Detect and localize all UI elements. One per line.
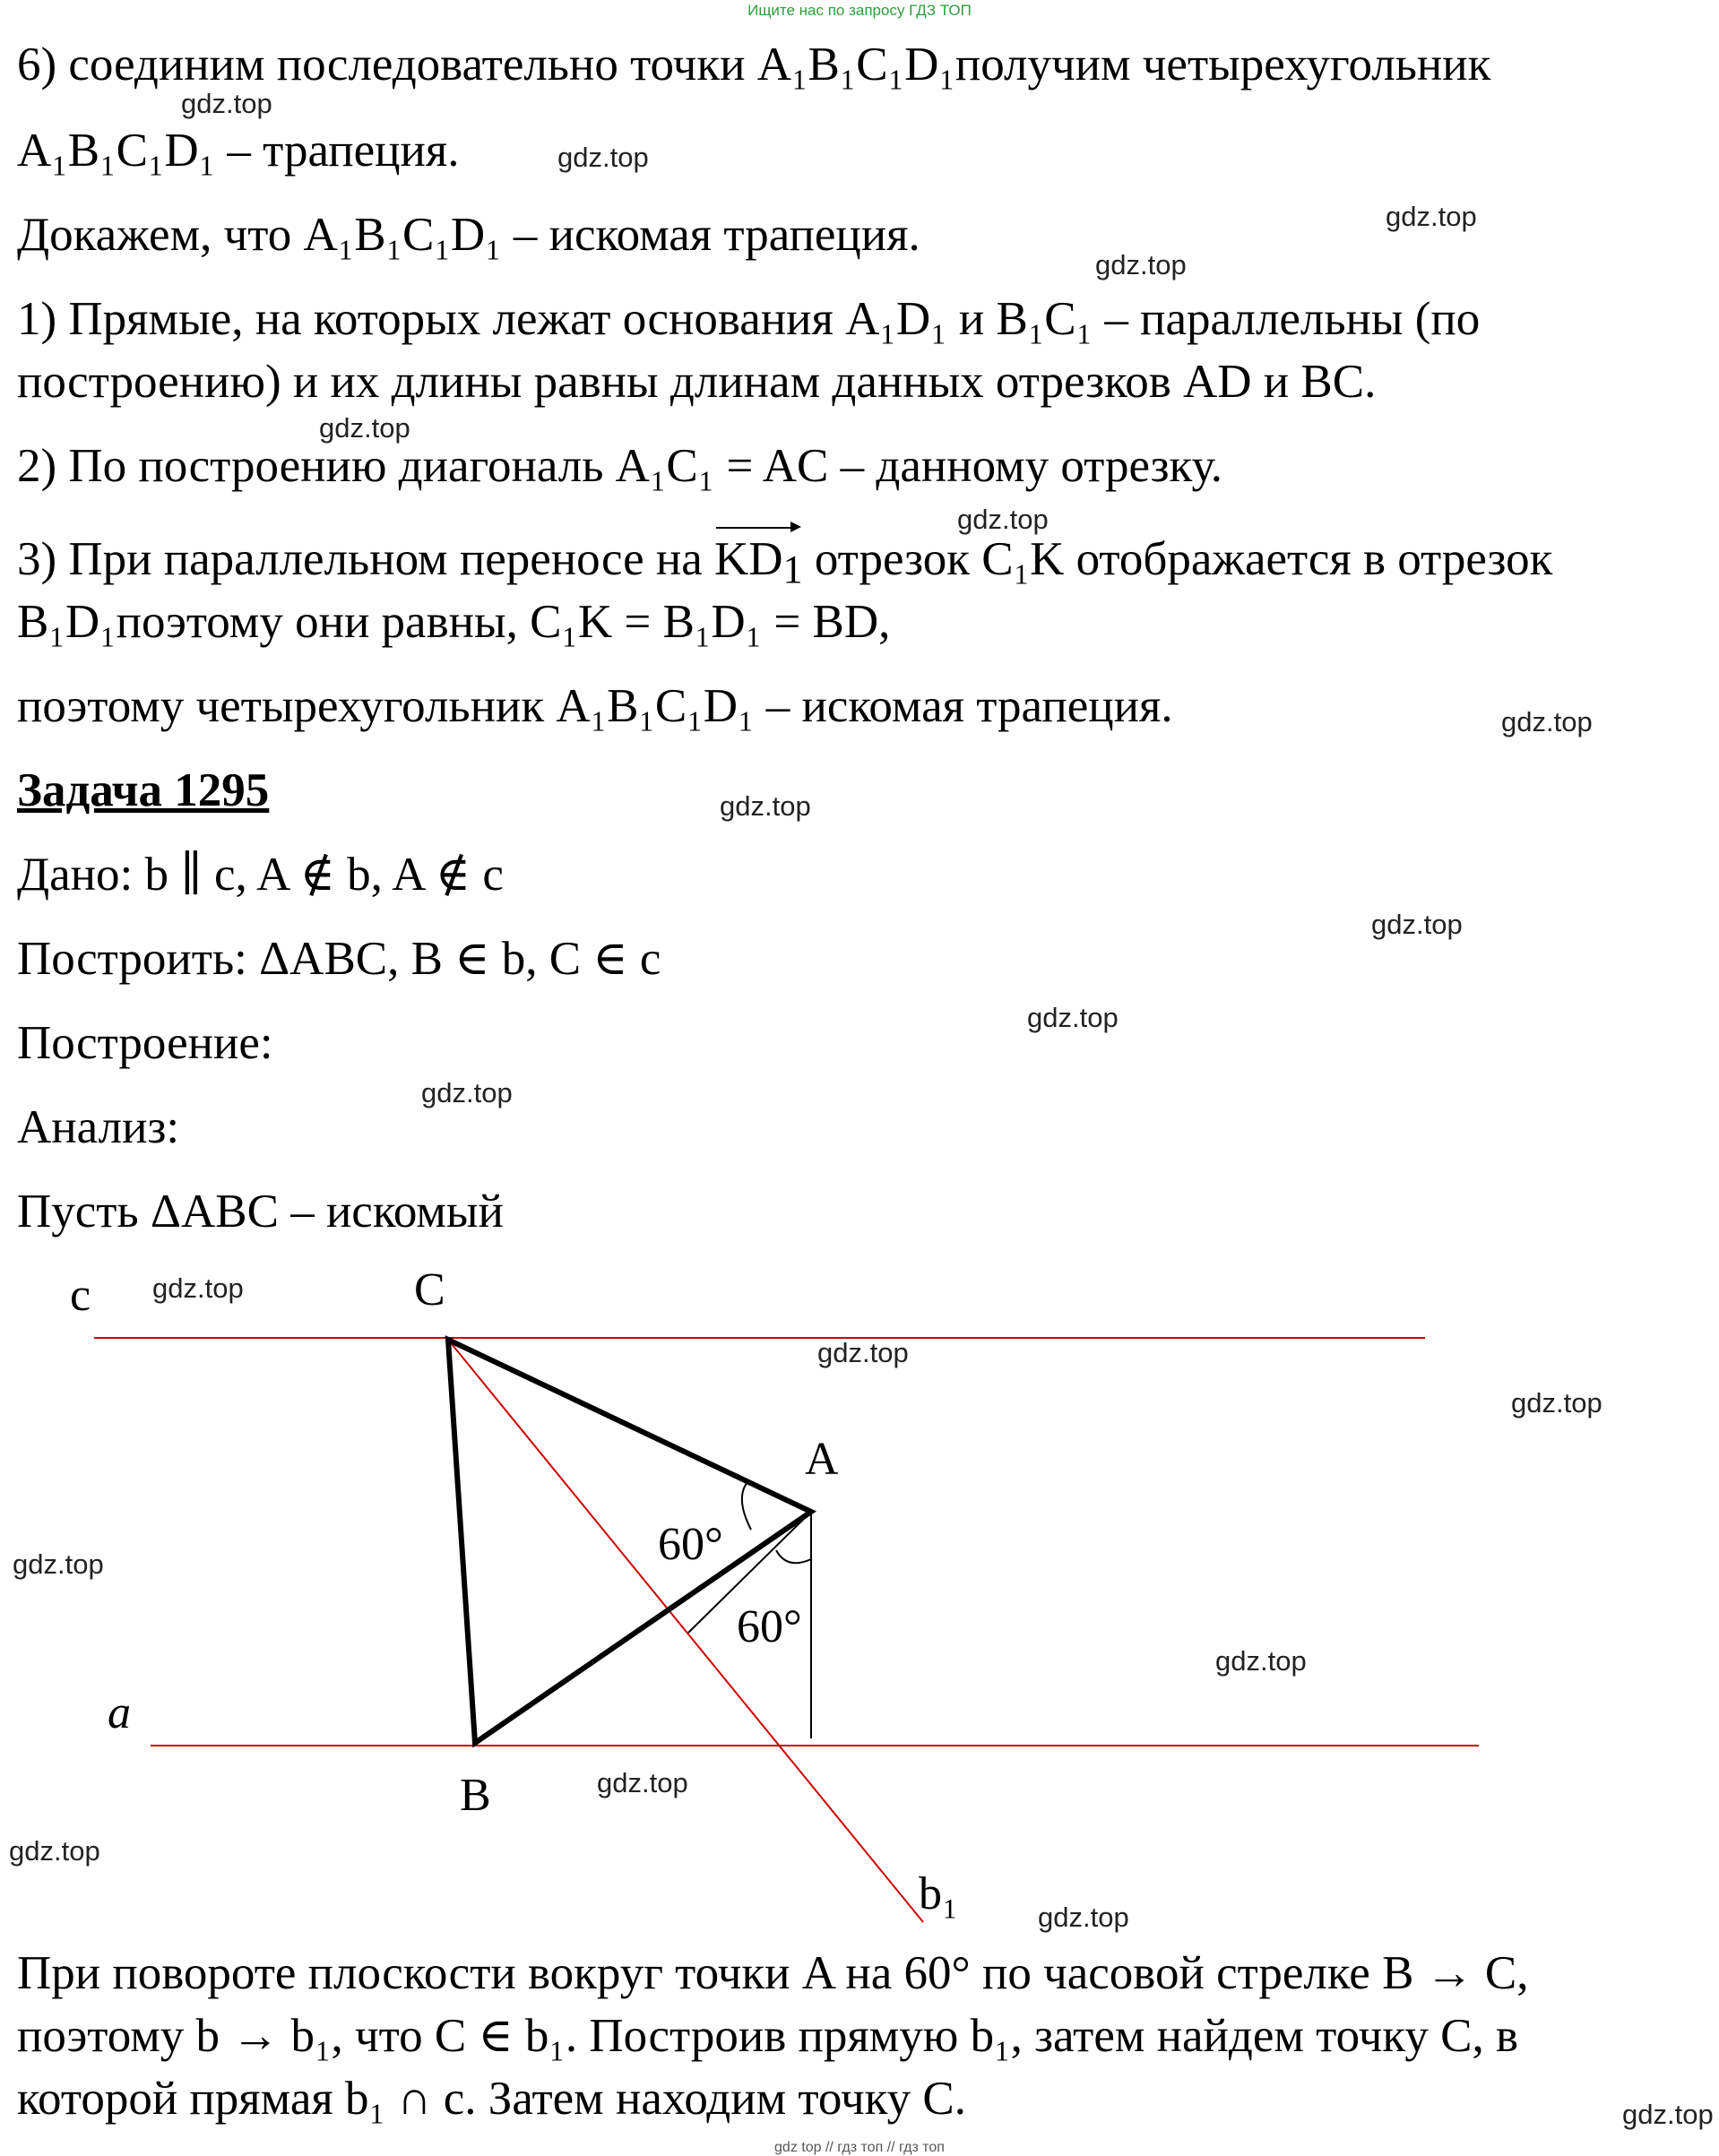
text-line-6: 2) По построению диагональ A₁C₁ = AC – данному отрезку. [17,440,1223,492]
vector-kd1 [714,533,803,591]
label-c: c [70,1270,91,1321]
construction-heading: Построение: [17,1017,273,1069]
angle-arc-2 [776,1550,811,1563]
label-B: B [460,1770,491,1821]
triangle-abc [448,1340,811,1743]
text-line-7-start: 3) При параллельном переносе на [17,533,703,585]
label-A: A [805,1434,839,1485]
label-angle-2: 60° [737,1601,802,1652]
watermark: gdz.top [957,504,1049,535]
text-line-1: 6) соединим последовательно точки A₁B₁C₁D₁получим четырехугольник [17,39,1491,91]
vector-letters: KD [714,533,783,585]
watermark: gdz.top [152,1272,244,1304]
watermark: gdz.top [421,1077,513,1108]
watermark: gdz.top [720,790,811,822]
vector-subscript: 1 [782,547,803,591]
watermark: gdz.top [13,1548,104,1580]
angle-arc-1 [742,1482,751,1530]
text-line-2: A₁B₁C₁D₁ – трапеция. [17,125,460,177]
watermark: gdz.top [9,1835,100,1867]
watermark: gdz.top [1038,1902,1129,1933]
explanation-line-3: которой прямая b₁ ∩ c. Затем находим точку C. [17,2073,967,2125]
watermark: gdz.top [557,142,649,173]
watermark: gdz.top [1371,909,1463,940]
watermark: gdz.top [1095,249,1187,280]
label-C: C [414,1264,445,1315]
label-angle-1: 60° [658,1519,723,1570]
footer-links[interactable]: gdz top // гдз топ // гдз топ [774,2140,945,2155]
watermark: gdz.top [319,412,410,444]
text-line-5: построению) и их длины равны длинам данных отрезков AD и BC. [17,356,1377,408]
watermark: gdz.top [181,88,272,119]
watermark: gdz.top [1027,1002,1119,1033]
text-line-7 [17,533,1553,591]
construct-line: Построить: ΔABC, B ∈ b, C ∈ c [17,933,661,985]
text-line-3: Докажем, что A₁B₁C₁D₁ – искомая трапеция. [17,209,920,261]
line-b1 [448,1337,923,1922]
text-line-8: B₁D₁поэтому они равны, C₁K = B₁D₁ = BD, [17,596,891,648]
given-line: Дано: b ∥ c, A ∉ b, A ∉ c [17,849,504,901]
label-b1: b₁ [919,1868,959,1919]
task-heading: Задача 1295 [17,764,270,816]
text-line-4: 1) Прямые, на которых лежат основания A₁D₁ и B₁C₁ – параллельны (по [17,293,1481,345]
explanation-line-1: При повороте плоскости вокруг точки A на 60° по часовой стрелке B → C, [17,1947,1529,1999]
watermark: gdz.top [1215,1645,1307,1677]
watermark: gdz.top [817,1337,909,1368]
text-line-9: поэтому четырехугольник A₁B₁C₁D₁ – искомая трапеция. [17,680,1173,732]
watermark: gdz.top [1501,706,1593,737]
watermark: gdz.top [597,1767,688,1798]
label-a: a [108,1687,131,1738]
watermark: gdz.top [1622,2099,1714,2130]
explanation-line-2: поэтому b → b₁, что C ∈ b₁. Построив прямую b₁, затем найдем точку C, в [17,2010,1519,2062]
header-ad-link[interactable]: Ищите нас по запросу ГДЗ ТОП [747,2,972,19]
let-line: Пусть ΔABC – искомый [17,1186,504,1238]
watermark: gdz.top [1386,201,1477,232]
analysis-heading: Анализ: [17,1101,180,1153]
text-line-7-end: отрезок C₁K отображается в отрезок [814,533,1553,585]
watermark: gdz.top [1511,1387,1602,1419]
